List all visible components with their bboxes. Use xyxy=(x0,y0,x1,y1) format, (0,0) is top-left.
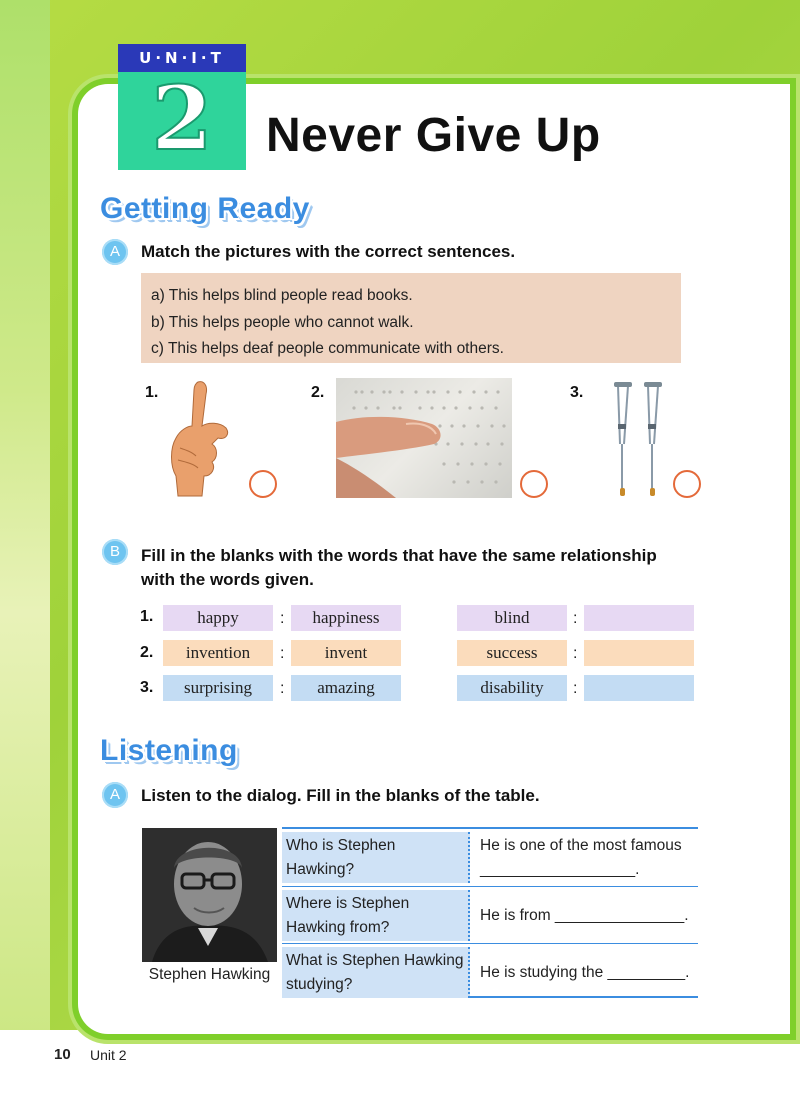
part-b-letter: B xyxy=(102,539,128,565)
table-question-cell: What is Stephen Hawking studying? xyxy=(282,947,470,998)
page-title: Never Give Up xyxy=(266,109,601,162)
word-cell: success xyxy=(457,640,567,666)
table-row xyxy=(282,943,698,1000)
part-b-instruction-line1: Fill in the blanks with the words that have the same relationship xyxy=(141,546,657,565)
word-cell: invention xyxy=(163,640,273,666)
table-row xyxy=(282,886,698,943)
listening-instruction: Listen to the dialog. Fill in the blanks of the table. xyxy=(141,786,540,805)
word-cell: blind xyxy=(457,605,567,631)
word-cell: happiness xyxy=(291,605,401,631)
listening-part-a-letter: A xyxy=(102,782,128,808)
braille-reading-image xyxy=(336,378,512,498)
table-question-cell: Where is Stephen Hawking from? xyxy=(282,890,470,941)
getting-ready-heading: Getting Ready xyxy=(100,192,310,225)
blank-answer-field[interactable] xyxy=(584,640,694,666)
listening-heading: Listening xyxy=(100,734,238,767)
part-b-instruction-line2: with the words given. xyxy=(141,570,314,589)
colon: : xyxy=(280,680,285,697)
unit-number: 2 xyxy=(151,66,213,170)
footer-unit-label: Unit 2 xyxy=(90,1047,127,1063)
colon: : xyxy=(280,610,285,627)
picture-number-1: 1. xyxy=(145,384,159,401)
sentence-c: c) This helps deaf people communicate with others. xyxy=(151,340,504,357)
page-number: 10 xyxy=(54,1046,71,1063)
word-cell: happy xyxy=(163,605,273,631)
table-answer-cell[interactable]: He is studying the _________. xyxy=(480,963,690,981)
colon: : xyxy=(573,680,578,697)
table-row xyxy=(282,829,698,886)
table-question-cell: Who is Stephen Hawking? xyxy=(282,832,470,883)
sentence-a: a) This helps blind people read books. xyxy=(151,287,413,304)
colon: : xyxy=(280,645,285,662)
table-answer-cell[interactable]: He is one of the most famous __________________. xyxy=(480,836,682,878)
part-a-instruction: Match the pictures with the correct sentences. xyxy=(141,242,516,261)
row-number-2: 2. xyxy=(140,644,154,661)
answer-circle-1[interactable] xyxy=(249,470,277,498)
blank-answer-field[interactable] xyxy=(584,605,694,631)
word-cell: amazing xyxy=(291,675,401,701)
answer-circle-2[interactable] xyxy=(520,470,548,498)
unit-label: U·N·I·T xyxy=(118,44,246,72)
page-bottom-margin xyxy=(0,1030,800,1114)
word-cell: surprising xyxy=(163,675,273,701)
sign-language-hand-image xyxy=(168,378,248,498)
stephen-hawking-photo xyxy=(142,828,277,962)
picture-number-2: 2. xyxy=(311,384,325,401)
colon: : xyxy=(573,610,578,627)
row-number-1: 1. xyxy=(140,608,154,625)
sentence-b: b) This helps people who cannot walk. xyxy=(151,313,414,331)
blank-answer-field[interactable] xyxy=(584,675,694,701)
row-number-3: 3. xyxy=(140,679,154,696)
unit-badge xyxy=(118,44,246,170)
crutches-image xyxy=(608,380,674,500)
page-background-stripe xyxy=(0,0,50,1114)
table-answer-cell[interactable]: He is from _______________. xyxy=(480,906,689,924)
listening-table xyxy=(282,827,698,998)
part-a-letter: A xyxy=(102,239,128,265)
colon: : xyxy=(573,645,578,662)
picture-number-3: 3. xyxy=(570,384,584,401)
word-cell: disability xyxy=(457,675,567,701)
sentences-box xyxy=(141,273,681,363)
photo-caption: Stephen Hawking xyxy=(148,966,271,983)
answer-circle-3[interactable] xyxy=(673,470,701,498)
word-cell: invent xyxy=(291,640,401,666)
